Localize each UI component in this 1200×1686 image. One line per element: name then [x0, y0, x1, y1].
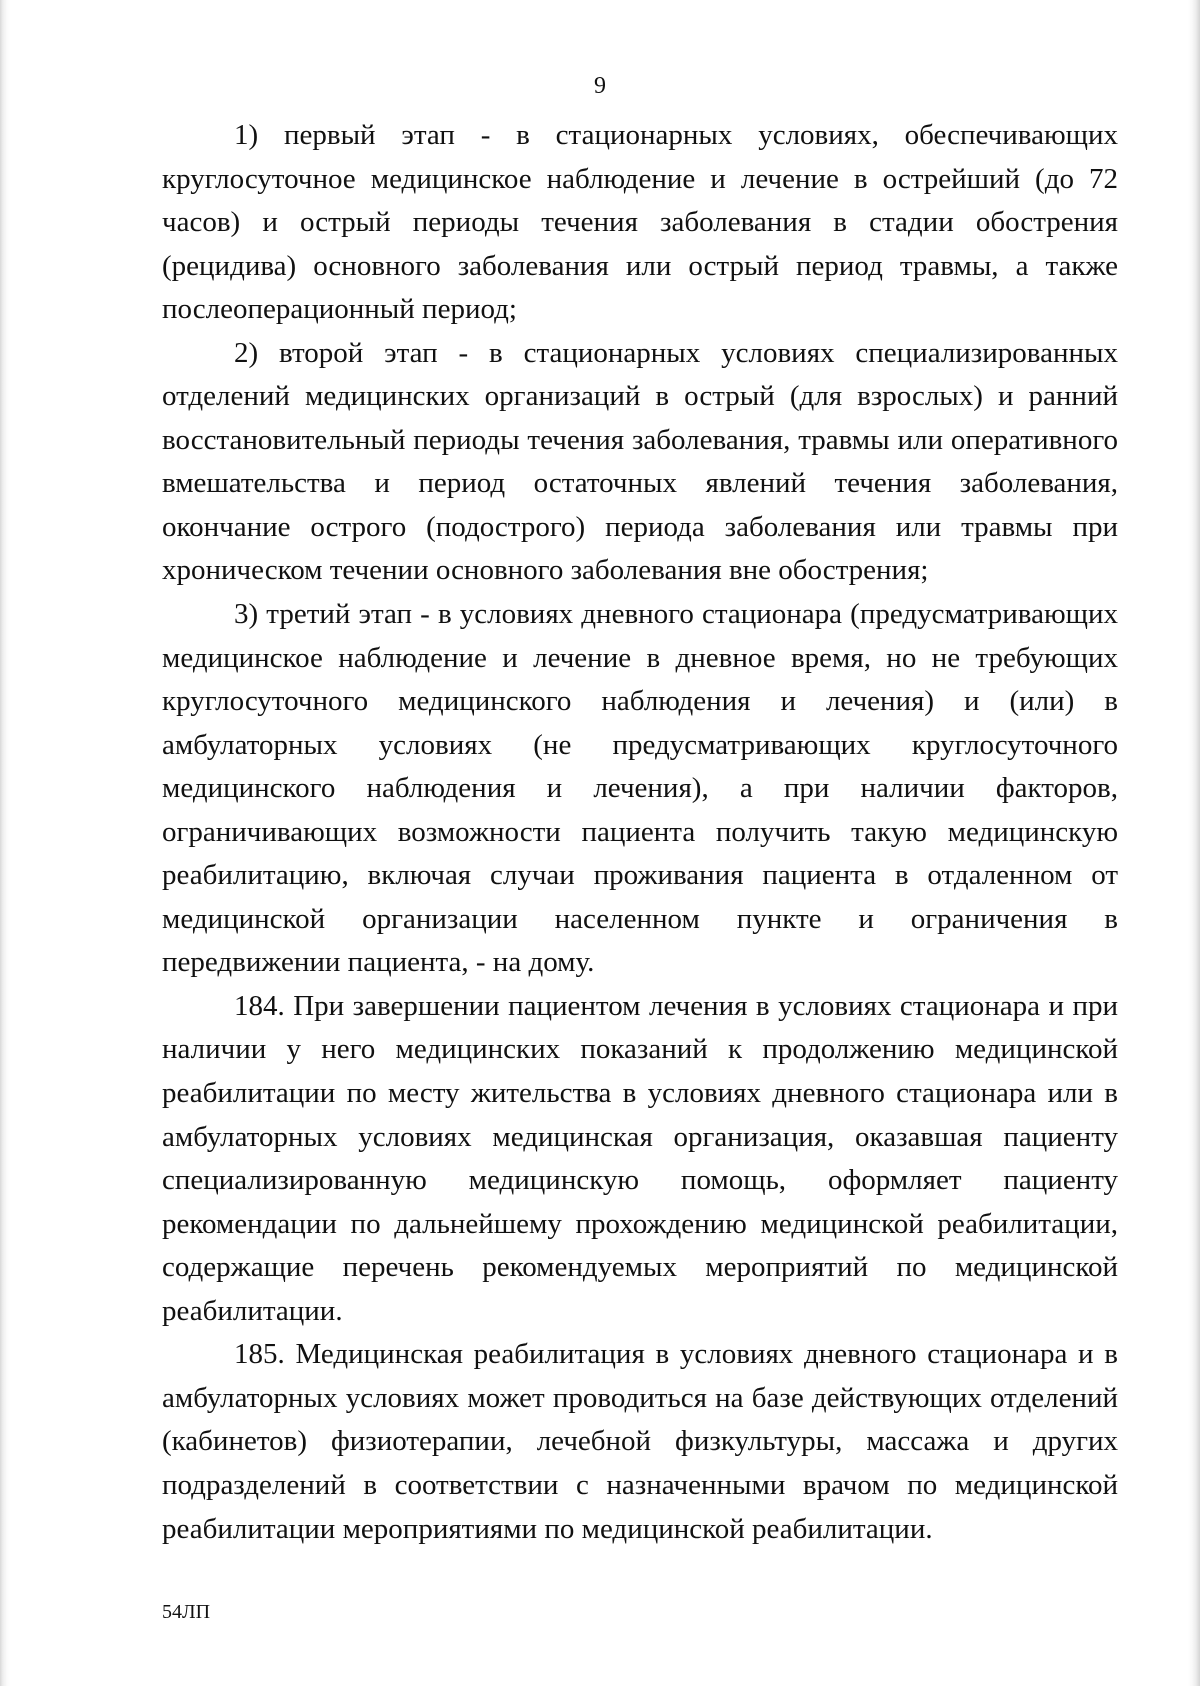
paragraph-185: 185. Медицинская реабилитация в условиях дневного стационара и в амбулаторных условиях может проводиться на базе действующих отделений (кабинетов) физиотерапии, лечебной физкультуры, массажа и других подразделений в соответствии с назначенными врачом по медицинской реабилитации мероприятиями по медицинской реабилитации. — [162, 1338, 1118, 1545]
document-body — [162, 114, 1118, 1551]
paragraph-stage-1: 1) первый этап - в стационарных условиях, обеспечивающих круглосуточное медицинское наблюдение и лечение в острейший (до 72 часов) и острый периоды течения заболевания в стадии обострения (рецидива) основного заболевания или острый период травмы, а также послеоперационный период; — [162, 119, 1118, 326]
paragraph-stage-3: 3) третий этап - в условиях дневного стационара (предусматривающих медицинское наблюдение и лечение в дневное время, но не требующих круглосуточного медицинского наблюдения и лечения) и (или) в амбулаторных условиях (не предусматривающих круглосуточного медицинского наблюдения и лечения), а при наличии факторов, ограничивающих возможности пациента получить такую медицинскую реабилитацию, включая случаи проживания пациента в отдаленном от медицинской организации населенном пункте и ограничения в передвижении пациента, - на дому. — [162, 598, 1118, 979]
paragraph-stage-2: 2) второй этап - в стационарных условиях специализированных отделений медицинских организаций в острый (для взрослых) и ранний восстановительный периоды течения заболевания, травмы или оперативного вмешательства и период остаточных явлений течения заболевания, окончание острого (подострого) периода заболевания или травмы при хроническом течении основного заболевания вне обострения; — [162, 336, 1118, 587]
page-number: 9 — [594, 73, 606, 99]
scan-edge-right — [1188, 0, 1200, 1686]
document-code: 54ЛП — [162, 1601, 211, 1623]
scan-edge-left — [0, 0, 10, 1686]
paragraph-184: 184. При завершении пациентом лечения в условиях стационара и при наличии у него медицинских показаний к продолжению медицинской реабилитации по месту жительства в условиях дневного стационара или в амбулаторных условиях медицинская организация, оказавшая пациенту специализированную медицинскую помощь, оформляет пациенту рекомендации по дальнейшему прохождению медицинской реабилитации, содержащие перечень рекомендуемых мероприятий по медицинской реабилитации. — [162, 989, 1118, 1327]
